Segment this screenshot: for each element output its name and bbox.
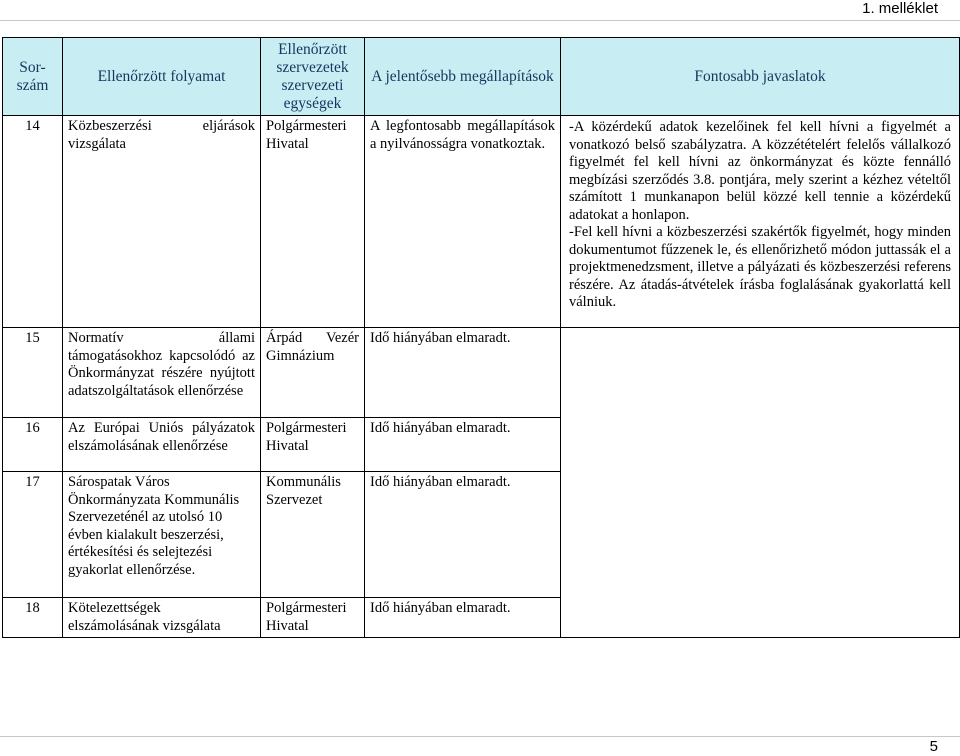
process-cell: Sárospatak Város Önkormányzata Kommunális Szervezeténél az utolsó 10 évben kialakult beszerzési, értékesítési és selejtezési gyakorlat ellenőrzése. xyxy=(63,472,261,598)
unit-cell: Kommunális Szervezet xyxy=(261,472,365,598)
unit-cell: Polgármesteri Hivatal xyxy=(261,116,365,328)
row-number: 17 xyxy=(3,472,63,598)
col-header-number: Sor- szám xyxy=(3,38,63,116)
table-row xyxy=(3,116,960,328)
recommendation-cell: -A közérdekű adatok kezelőinek fel kell hívni a figyelmét a vonatkozó belső szabályzatra. A közzétételért felelős vállalkozó figyelmét fel kell hívni az önkormányzat és közte fennálló megbízási szerződés 3.8. pontjára, mely szerint a kézhez vételtől számított 1 munkanapon belül közzé kell tennie a közérdekű adatokat a honlapon. -Fel kell hívni a közbeszerzési szakértők figyelmét, hogy minden dokumentumot fűzzenek le, és ellenőrizhető módon juttassák el a projektmenedzsment, illetve a pályázati és közbeszerzési referens részére. Az átadás-átvételek írásba foglalásának gyakorlattá kell válniuk. xyxy=(561,116,960,328)
process-cell: Kötelezettségek elszámolásának vizsgálata xyxy=(63,598,261,638)
table-row xyxy=(3,328,960,418)
row-number: 18 xyxy=(3,598,63,638)
footer-rule xyxy=(0,736,960,737)
annex-label: 1. melléklet xyxy=(862,0,938,17)
process-cell: Normatív állami támogatásokhoz kapcsolódó az Önkormányzat részére nyújtott adatszolgáltatások ellenőrzése xyxy=(63,328,261,418)
process-cell: Közbeszerzési vizsgálata eljárások xyxy=(63,116,261,328)
col-header-recommendations: Fontosabb javaslatok xyxy=(561,38,960,116)
recommendation-cell xyxy=(561,472,960,598)
finding-cell: Idő hiányában elmaradt. xyxy=(365,598,561,638)
table-row xyxy=(3,418,960,472)
table-row xyxy=(3,598,960,638)
col-header-findings: A jelentősebb megállapítások xyxy=(365,38,561,116)
unit-cell: Árpád Vezér Gimnázium xyxy=(261,328,365,418)
finding-cell: A legfontosabb megállapítások a nyilvánosságra vonatkoztak. xyxy=(365,116,561,328)
header-rule xyxy=(0,20,960,21)
recommendation-cell xyxy=(561,328,960,418)
page-number: 5 xyxy=(929,738,938,755)
finding-cell: Idő hiányában elmaradt. xyxy=(365,472,561,598)
table-header-row xyxy=(3,38,960,116)
row-number: 15 xyxy=(3,328,63,418)
recommendation-cell xyxy=(561,598,960,638)
row-number: 16 xyxy=(3,418,63,472)
process-cell: Az Európai Uniós pályázatok elszámolásának ellenőrzése xyxy=(63,418,261,472)
finding-cell: Idő hiányában elmaradt. xyxy=(365,328,561,418)
finding-cell: Idő hiányában elmaradt. xyxy=(365,418,561,472)
unit-cell: Polgármesteri Hivatal xyxy=(261,598,365,638)
col-header-process: Ellenőrzött folyamat xyxy=(63,38,261,116)
col-header-unit: Ellenőrzött szervezetek szervezeti egységek xyxy=(261,38,365,116)
table-row xyxy=(3,472,960,598)
row-number: 14 xyxy=(3,116,63,328)
audit-table xyxy=(2,37,960,638)
unit-cell: Polgármesteri Hivatal xyxy=(261,418,365,472)
recommendation-cell xyxy=(561,418,960,472)
